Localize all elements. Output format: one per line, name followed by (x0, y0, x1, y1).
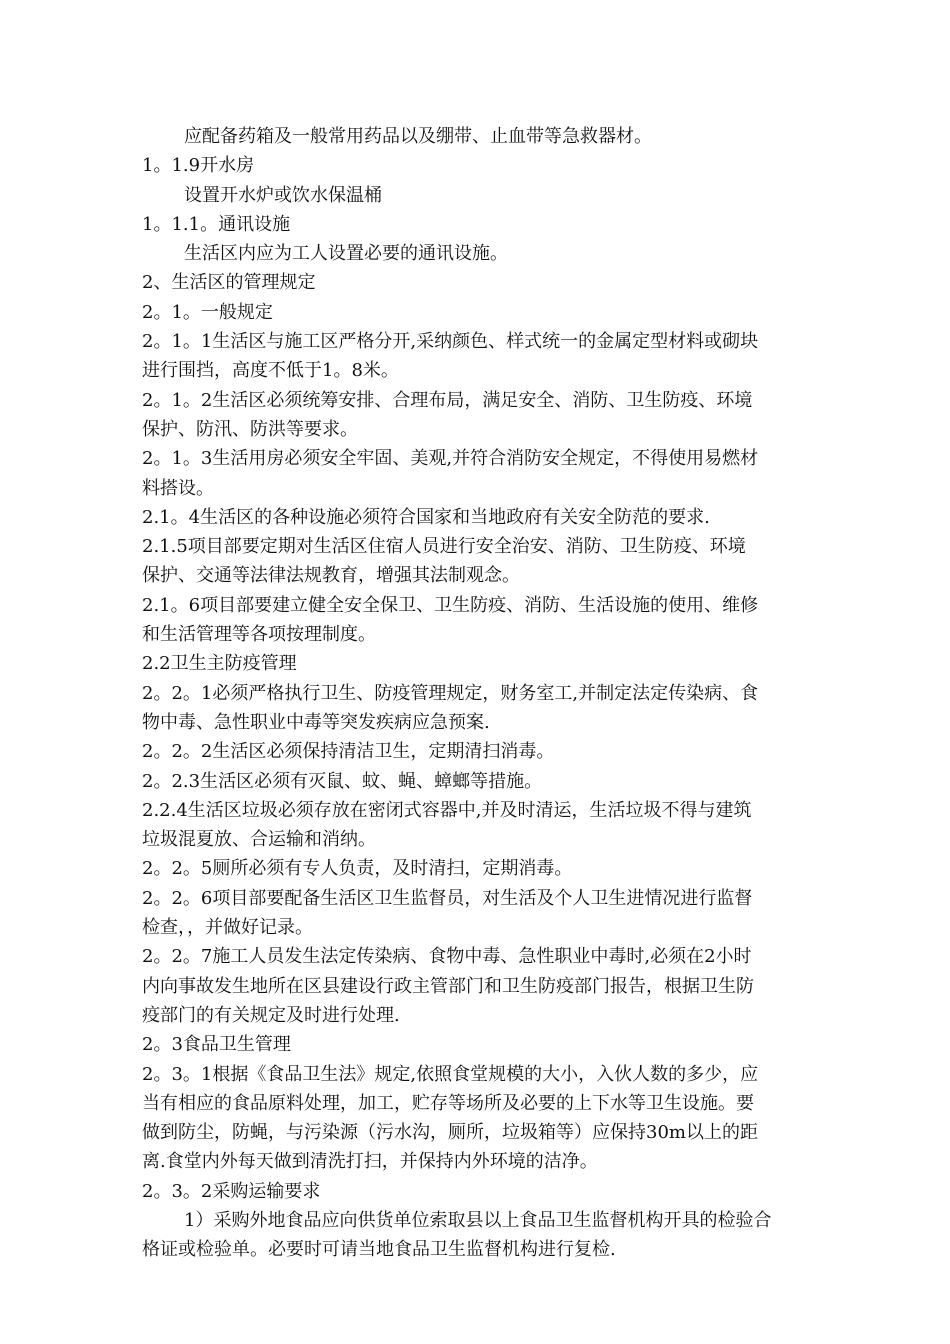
text-line: 进行围挡，高度不低于1。8米。 (142, 360, 399, 382)
text-line: 1）采购外地食品应向供货单位索取县以上食品卫生监督机构开具的检验合 (184, 1209, 772, 1231)
text-line: 保护、防汛、防洪等要求。 (142, 418, 358, 440)
text-line: 2.1.5项目部要定期对生活区住宿人员进行安全治安、消防、卫生防疫、环境 (142, 536, 746, 558)
text-line: 2。2。6项目部要配备生活区卫生监督员，对生活及个人卫生进情况进行监督 (142, 887, 753, 909)
text-line: 2.2.4生活区垃圾必须存放在密闭式容器中,并及时清运，生活垃圾不得与建筑 (142, 799, 752, 821)
text-line: 物中毒、急性职业中毒等突发疾病应急预案. (142, 711, 490, 733)
text-line: 检查，，并做好记录。 (142, 917, 313, 939)
text-line: 2.1。4生活区的各种设施必须符合国家和当地政府有关安全防范的要求. (142, 506, 710, 528)
document-page (142, 122, 810, 1265)
text-line: 2。2。1必须严格执行卫生、防疫管理规定，财务室工,并制定法定传染病、食 (142, 682, 759, 704)
text-line: 内向事故发生地所在区县建设行政主管部门和卫生防疫部门报告，根据卫生防 (142, 975, 754, 997)
text-line: 2。1。2生活区必须统筹安排、合理布局，满足安全、消防、卫生防疫、环境 (142, 389, 753, 411)
text-line: 垃圾混夏放、合运输和消纳。 (142, 829, 376, 851)
text-line: 2。2。5厕所必须有专人负责，及时清扫，定期消毒。 (142, 858, 573, 880)
text-line: 和生活管理等各项按理制度。 (142, 624, 376, 646)
text-line: 2、生活区的管理规定 (142, 272, 316, 294)
text-line: 疫部门的有关规定及时进行处理. (142, 1004, 400, 1026)
text-line: 1。1.1。通讯设施 (142, 213, 291, 235)
text-line: 保护、交通等法律法规教育，增强其法制观念。 (142, 565, 520, 587)
text-line: 2。3。2采购运输要求 (142, 1180, 321, 1202)
text-line: 料搭设。 (142, 477, 214, 499)
text-line: 2。2。2生活区必须保持清洁卫生，定期清扫消毒。 (142, 741, 555, 763)
text-line: 2。2。7施工人员发生法定传染病、食物中毒、急性职业中毒时,必须在2小时 (142, 946, 752, 968)
text-line: 做到防尘，防蝇，与污染源（污水沟，厕所，垃圾箱等）应保持30m以上的距 (142, 1122, 758, 1144)
text-line: 2。3食品卫生管理 (142, 1034, 291, 1056)
text-line: 设置开水炉或饮水保温桶 (184, 184, 382, 206)
text-line: 应配备药箱及一般常用药品以及绷带、止血带等急救器材。 (184, 126, 652, 147)
text-line: 1。1.9开水房 (142, 155, 255, 177)
text-line: 当有相应的食品原料处理，加工，贮存等场所及必要的上下水等卫生设施。要 (142, 1092, 754, 1114)
text-line: 格证或检验单。必要时可请当地食品卫生监督机构进行复检. (142, 1239, 616, 1261)
text-line: 2。1。一般规定 (142, 301, 273, 323)
text-line: 2。2.3生活区必须有灭鼠、蚊、蝇、蟑螂等措施。 (142, 770, 543, 792)
text-line: 2。1。3生活用房必须安全牢固、美观,并符合消防安全规定，不得使用易燃材 (142, 448, 759, 470)
text-line: 2.2卫生主防疫管理 (142, 653, 297, 675)
text-line: 2.1。6项目部要建立健全安全保卫、卫生防疫、消防、生活设施的使用、维修 (142, 594, 759, 616)
text-line: 2。3。1根据《食品卫生法》规定,依照食堂规模的大小，入伙人数的多少，应 (142, 1063, 759, 1085)
text-line: 2。1。1生活区与施工区严格分开,采纳颜色、样式统一的金属定型材料或砌块 (142, 331, 759, 353)
text-line: 离.食堂内外每天做到清洗打扫，并保持内外环境的洁净。 (142, 1151, 598, 1173)
text-line: 生活区内应为工人设置必要的通讯设施。 (184, 243, 508, 265)
